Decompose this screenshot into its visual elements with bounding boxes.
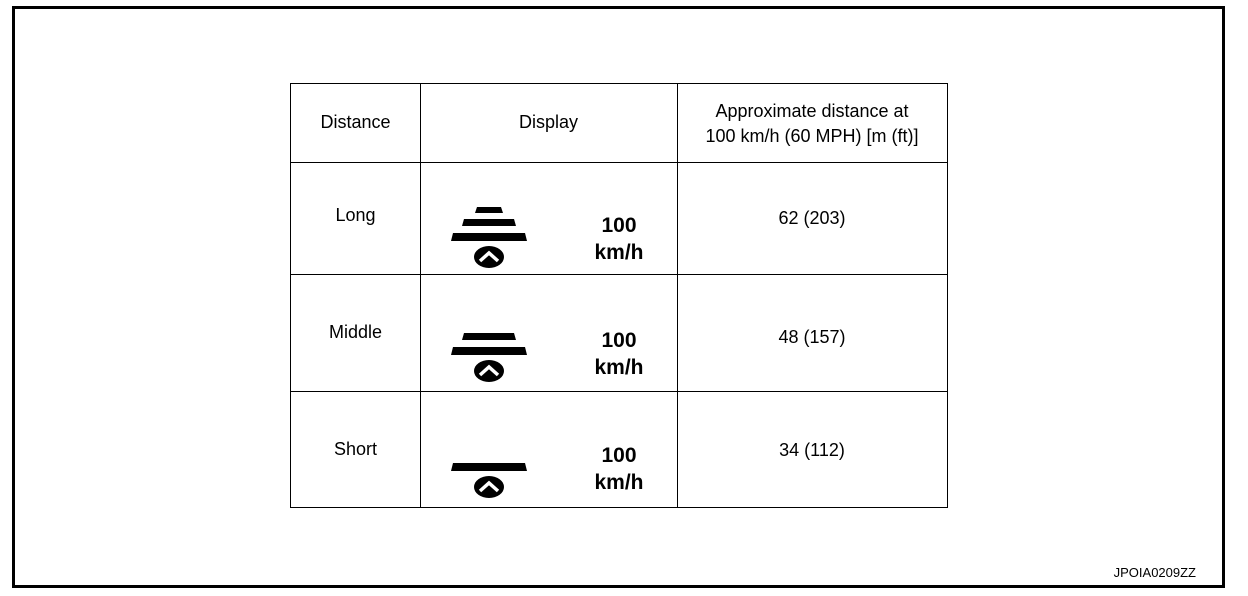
- row-short-speed: 100: [601, 444, 637, 467]
- reference-code: JPOIA0209ZZ: [1113, 565, 1196, 580]
- header-approx-line1: Approximate distance at: [715, 101, 909, 121]
- row-middle-approx: 48 (157): [778, 327, 846, 347]
- header-approx-line2: 100 km/h (60 MPH) [m (ft)]: [705, 126, 919, 146]
- row-short-distance: Short: [333, 439, 378, 459]
- vehicle-ahead-icon: [474, 360, 504, 382]
- distance-table: [290, 83, 948, 508]
- column-divider: [420, 84, 421, 507]
- distance-bars-icon: [451, 204, 531, 274]
- vehicle-ahead-icon: [474, 246, 504, 268]
- row-divider: [291, 162, 947, 163]
- header-display: Display: [518, 112, 579, 132]
- header-distance: Distance: [320, 112, 391, 132]
- row-divider: [291, 391, 947, 392]
- row-long-unit: km/h: [594, 241, 644, 264]
- distance-bars-icon: [451, 330, 531, 388]
- row-short-approx: 34 (112): [779, 440, 845, 460]
- row-middle-speed: 100: [601, 329, 637, 352]
- vehicle-ahead-icon: [474, 476, 504, 498]
- row-short-unit: km/h: [594, 471, 644, 494]
- distance-bars-icon: [451, 459, 531, 504]
- row-divider: [291, 274, 947, 275]
- row-long-speed: 100: [601, 214, 637, 237]
- row-long-distance: Long: [335, 205, 376, 225]
- row-middle-distance: Middle: [328, 322, 383, 342]
- row-middle-unit: km/h: [594, 356, 644, 379]
- row-long-approx: 62 (203): [778, 208, 846, 228]
